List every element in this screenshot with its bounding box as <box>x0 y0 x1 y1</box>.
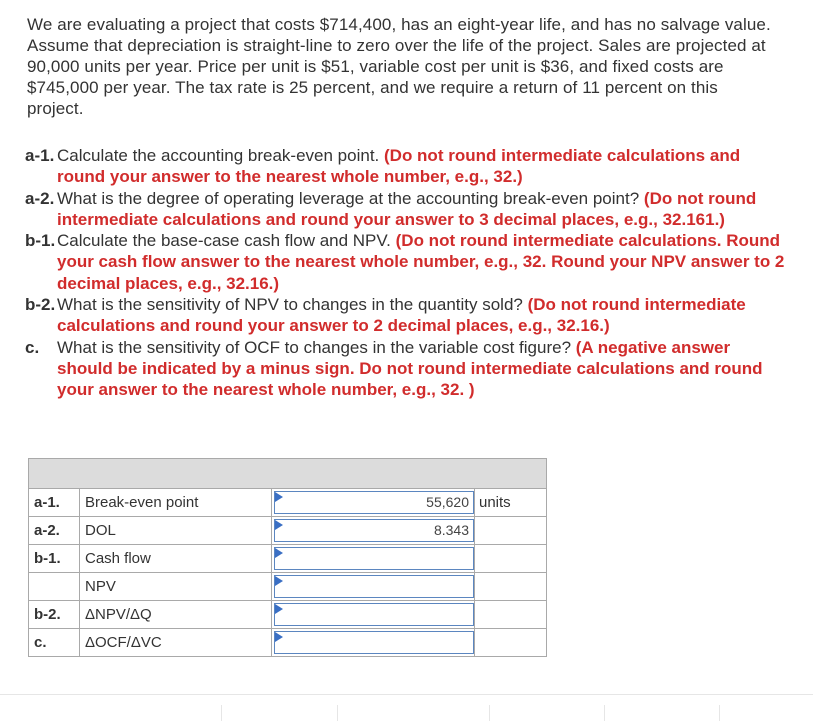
row-label: a-1. <box>29 489 80 517</box>
row-unit <box>475 573 547 601</box>
row-item: Cash flow <box>80 545 272 573</box>
table-row <box>29 517 547 545</box>
question-text: Calculate the accounting break-even point. <box>57 146 380 165</box>
question-b2 <box>25 294 785 337</box>
footer-divider <box>719 705 720 721</box>
footer-divider <box>489 705 490 721</box>
row-item: Break-even point <box>80 489 272 517</box>
row-unit <box>475 517 547 545</box>
flag-icon <box>275 576 283 586</box>
question-a1 <box>25 145 785 188</box>
question-a2 <box>25 188 785 231</box>
question-label: b-1. <box>25 231 56 251</box>
row-unit: units <box>475 489 547 517</box>
answer-input-docf-dvc[interactable] <box>274 631 474 654</box>
row-unit <box>475 629 547 657</box>
footer-divider <box>337 705 338 721</box>
question-label: b-2. <box>25 295 56 315</box>
footer-divider <box>0 694 813 695</box>
footer-divider <box>221 705 222 721</box>
answer-input-dnpv-dq[interactable] <box>274 603 474 626</box>
problem-statement: We are evaluating a project that costs $714,400, has an eight-year life, and has no salvage value. Assume that depreciation is straight-line to zero over the life of the project. Sales are projected at 90,000 units per year. Price per unit is $51, variable cost per unit is $36, and fixed costs are $745,000 per year. The tax rate is 25 percent, and we require a return of 11 percent on this project. <box>27 15 771 118</box>
question-instruction: (Do not round intermediate calculations. Round your cash flow answer to the nearest whole number, e.g., 32. Round your NPV answer to 2 decimal places, e.g., 32.16.) <box>57 231 785 293</box>
table-row <box>29 489 547 517</box>
row-label <box>29 573 80 601</box>
answer-input-dol[interactable]: 8.343 <box>274 519 474 542</box>
answer-input-npv[interactable] <box>274 575 474 598</box>
row-label: b-1. <box>29 545 80 573</box>
question-label: c. <box>25 337 40 357</box>
table-row <box>29 545 547 573</box>
table-row <box>29 629 547 657</box>
answer-input-breakeven[interactable]: 55,620 <box>274 491 474 514</box>
table-row <box>29 601 547 629</box>
row-unit <box>475 601 547 629</box>
question-instruction: (A negative answer should be indicated by a minus sign. Do not round intermediate calculations and round your answer to the nearest whole number, e.g., 32. ) <box>57 337 763 400</box>
question-list <box>25 145 785 401</box>
answer-table <box>28 458 547 657</box>
question-c <box>25 337 785 401</box>
question-text: What is the degree of operating leverage at the accounting break-even point? <box>57 188 640 208</box>
question-text: Calculate the base-case cash flow and NPV. <box>57 231 391 251</box>
row-item: ΔOCF/ΔVC <box>80 629 272 657</box>
flag-icon <box>275 632 283 642</box>
flag-icon <box>275 604 283 614</box>
question-instruction: (Do not round intermediate calculations and round your answer to the nearest whole number, e.g., 32.) <box>57 146 741 187</box>
row-unit <box>475 545 547 573</box>
question-label: a-2. <box>25 188 55 208</box>
question-b1 <box>25 230 785 294</box>
question-text: What is the sensitivity of NPV to changes in the quantity sold? <box>57 295 523 315</box>
question-instruction: (Do not round intermediate calculations and round your answer to 3 decimal places, e.g., 32.161.) <box>57 188 757 229</box>
table-row <box>29 573 547 601</box>
flag-icon <box>275 520 283 530</box>
table-header-row <box>29 459 547 489</box>
flag-icon <box>275 492 283 502</box>
row-label: a-2. <box>29 517 80 545</box>
flag-icon <box>275 548 283 558</box>
row-label: c. <box>29 629 80 657</box>
question-text: What is the sensitivity of OCF to changes in the variable cost figure? <box>57 337 572 357</box>
question-label: a-1. <box>25 146 55 165</box>
row-item: NPV <box>80 573 272 601</box>
row-item: DOL <box>80 517 272 545</box>
footer-divider <box>604 705 605 721</box>
question-instruction: (Do not round intermediate calculations and round your answer to 2 decimal places, e.g., 32.16.) <box>57 295 746 336</box>
row-label: b-2. <box>29 601 80 629</box>
row-item: ΔNPV/ΔQ <box>80 601 272 629</box>
answer-input-cashflow[interactable] <box>274 547 474 570</box>
